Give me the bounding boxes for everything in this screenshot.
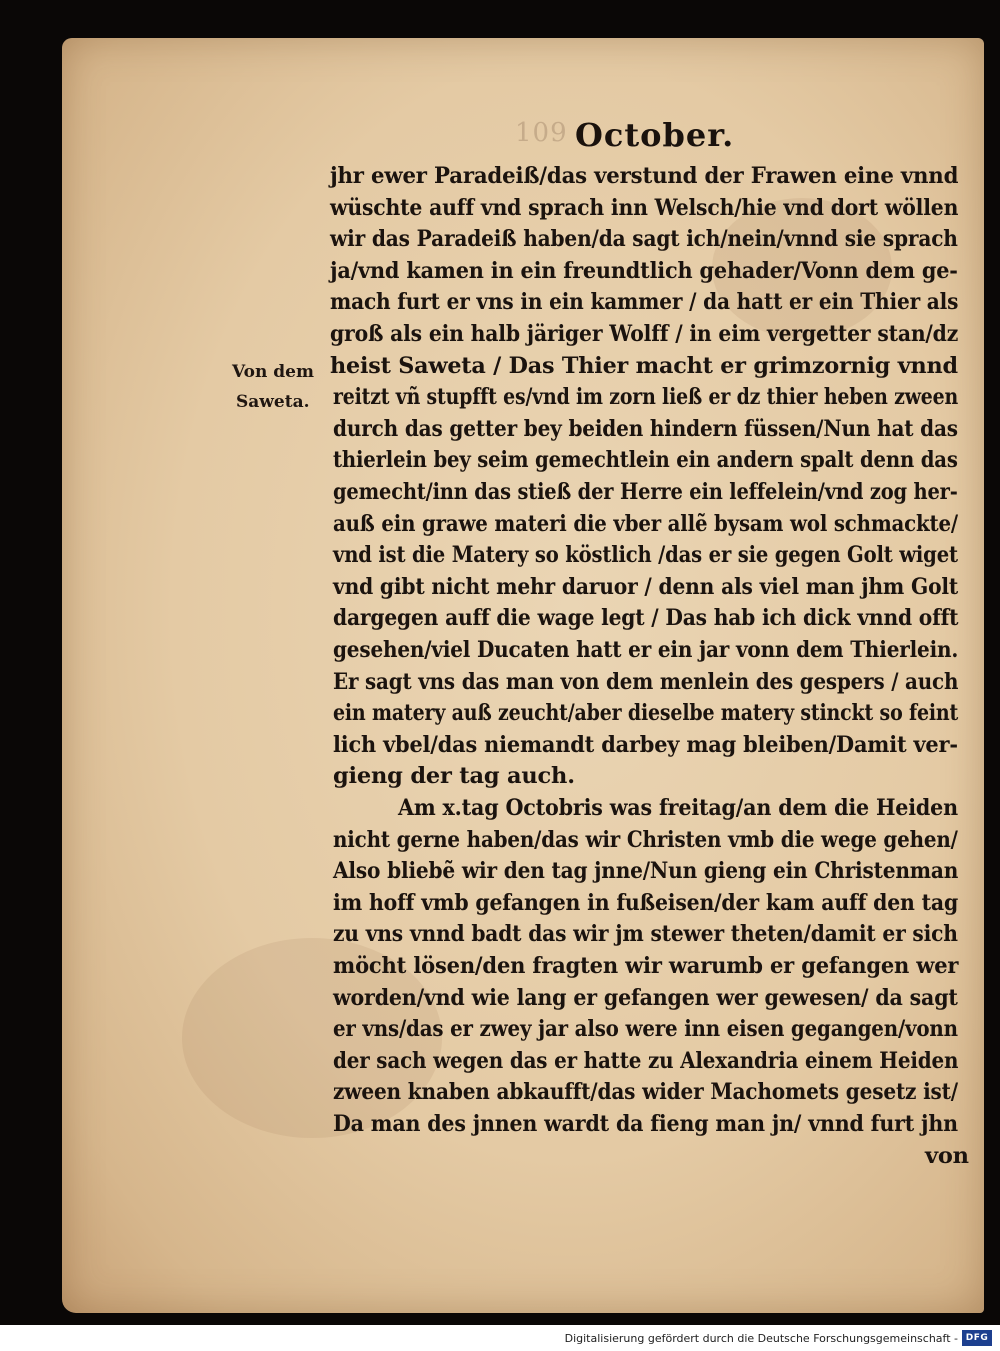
text-line: er vns/das er zwey jar also were inn eisen gegangen/vonn xyxy=(333,1016,958,1043)
text-line: nicht gerne haben/das wir Christen vmb die wege gehen/ xyxy=(333,826,958,853)
footer-bar xyxy=(0,1325,1000,1351)
text-line: vnd ist die Matery so köstlich /das er sie gegen Golt wiget xyxy=(333,542,958,569)
text-line: thierlein bey seim gemechtlein ein andern spalt denn das xyxy=(333,447,958,474)
text-line: jhr ewer Paradeiß/das verstund der Frawen eine vnnd xyxy=(330,163,959,189)
text-line: Am x.tag Octobris was freitag/an dem die Heiden xyxy=(398,795,958,821)
text-line: ja/vnd kamen in ein freundtlich gehader/Vonn dem ge- xyxy=(330,257,958,284)
margin-note-line-2: Saweta. xyxy=(236,392,310,412)
text-line: gesehen/viel Ducaten hatt er ein jar vonn dem Thierlein. xyxy=(333,637,959,663)
text-line: gieng der tag auch. xyxy=(333,763,575,790)
text-line: auß ein grawe materi die vber allẽ bysam wol schmackte/ xyxy=(333,510,958,537)
text-line: ein matery auß zeucht/aber dieselbe matery stinckt so feint xyxy=(333,700,959,727)
text-line: zween knaben abkaufft/das wider Machomets gesetz ist/ xyxy=(333,1079,958,1106)
text-line: der sach wegen das er hatte zu Alexandria einem Heiden xyxy=(333,1047,959,1074)
text-line: reitzt vñ stupfft es/vnd im zorn ließ er dz thier heben zween xyxy=(333,384,959,411)
catchword: von xyxy=(925,1142,969,1169)
text-line: im hoff vmb gefangen in fußeisen/der kam auff den tag xyxy=(333,889,959,916)
text-line: möcht lösen/den fragten wir warumb er gefangen wer xyxy=(333,953,959,979)
text-line: wüschte auff vnd sprach inn Welsch/hie vnd dort wöllen xyxy=(330,194,959,221)
footer-credit: Digitalisierung gefördert durch die Deutsche Forschungsgemeinschaft - xyxy=(564,1332,958,1345)
text-line: worden/vnd wie lang er gefangen wer gewesen/ da sagt xyxy=(333,984,958,1011)
text-line: Er sagt vns das man von dem menlein des gespers / auch xyxy=(333,668,959,695)
text-line: groß als ein halb järiger Wolff / in eim vergetter stan/dz xyxy=(330,321,959,347)
text-line: durch das getter bey beiden hindern füssen/Nun hat das xyxy=(333,415,958,442)
running-title: October. xyxy=(575,116,735,154)
margin-note-line-1: Von dem xyxy=(232,362,314,382)
text-line: Da man des jnnen wardt da fieng man jn/ vnnd furt jhn xyxy=(333,1111,958,1137)
text-line: Also bliebẽ wir den tag jnne/Nun gieng ein Christenman xyxy=(333,858,959,885)
text-line: zu vns vnnd badt das wir jm stewer theten/damit er sich xyxy=(333,921,958,948)
text-line: heist Saweta / Das Thier macht er grimzornig vnnd xyxy=(330,352,958,379)
text-line: dargegen auff die wage legt / Das hab ich dick vnnd offt xyxy=(333,605,959,632)
text-line: gemecht/inn das stieß der Herre ein leffelein/vnd zog her- xyxy=(333,479,958,505)
text-line: wir das Paradeiß haben/da sagt ich/nein/vnnd sie sprach xyxy=(330,226,958,253)
folio-number: 109 xyxy=(515,118,568,148)
text-line: vnd gibt nicht mehr daruor / denn als viel man jhm Golt xyxy=(333,573,959,600)
text-line: mach furt er vns in ein kammer / da hatt er ein Thier als xyxy=(330,289,959,316)
text-line: lich vbel/das niemandt darbey mag bleiben/Damit ver- xyxy=(333,731,958,758)
dfg-logo: DFG xyxy=(962,1330,992,1346)
